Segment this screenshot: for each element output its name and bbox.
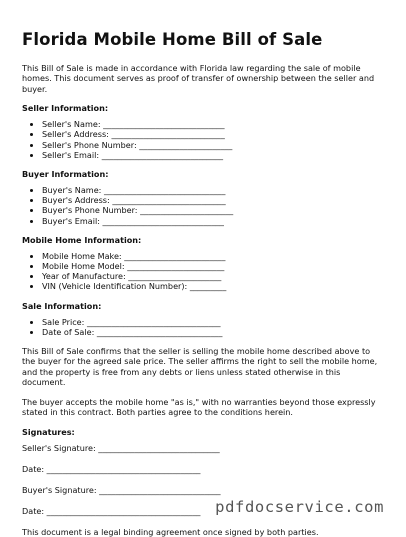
seller-name-field: • Seller's Name: ______________________________ (42, 119, 384, 129)
year-of-manufacture-field: • Year of Manufacture: _______________________ (42, 271, 384, 281)
buyer-section-heading: Buyer Information: (22, 169, 109, 180)
buyer-phone-field: • Buyer's Phone Number: _______________________ (42, 205, 384, 215)
sale-price-field: • Sale Price: _________________________________ (42, 317, 384, 327)
mobile-home-section-heading: Mobile Home Information: (22, 234, 142, 245)
buyer-address-field: • Buyer's Address: ____________________________ (42, 195, 384, 205)
seller-date-line: Date: ______________________________________ (22, 463, 201, 474)
sale-section-heading: Sale Information: (22, 300, 102, 311)
seller-field-list (22, 119, 384, 160)
signatures-section-heading: Signatures: (22, 426, 75, 437)
confirmation-paragraph: This Bill of Sale confirms that the seller is selling the mobile home described above to the buyer for the agreed sale price. The seller affirms the right to sell the mobile home, and the property is free from any debts or liens unless stated otherwise in this document. (22, 346, 378, 388)
buyer-date-line: Date: ______________________________________ (22, 505, 201, 516)
buyer-field-list (22, 185, 384, 226)
seller-email-field: • Seller's Email: ______________________________ (42, 150, 384, 160)
seller-address-field: • Seller's Address: ____________________________ (42, 129, 384, 139)
watermark-text: pdfdocservice.com (215, 498, 384, 516)
buyer-name-field: • Buyer's Name: ______________________________ (42, 185, 384, 195)
closing-statement: This document is a legal binding agreement once signed by both parties. (22, 526, 319, 537)
buyer-signature-line: Buyer's Signature: ______________________________ (22, 484, 221, 495)
mobile-home-model-field: • Mobile Home Model: ________________________ (42, 261, 384, 271)
intro-paragraph: This Bill of Sale is made in accordance with Florida law regarding the sale of mobile homes. This document serves as proof of transfer of ownership between the seller and buyer. (22, 63, 375, 94)
seller-signature-line: Seller's Signature: ______________________________ (22, 442, 220, 453)
as-is-paragraph: The buyer accepts the mobile home "as is," with no warranties beyond those expressly stated in this contract. Both parties agree to the conditions herein. (22, 396, 376, 418)
mobile-home-field-list (22, 251, 384, 292)
vin-field: • VIN (Vehicle Identification Number): _________ (42, 281, 384, 291)
seller-section-heading: Seller Information: (22, 103, 109, 114)
document-title: Florida Mobile Home Bill of Sale (22, 30, 323, 49)
seller-phone-field: • Seller's Phone Number: _______________________ (42, 140, 384, 150)
mobile-home-make-field: • Mobile Home Make: _________________________ (42, 251, 384, 261)
date-of-sale-field: • Date of Sale: _______________________________ (42, 327, 384, 337)
buyer-email-field: • Buyer's Email: ______________________________ (42, 216, 384, 226)
sale-field-list (22, 317, 384, 337)
